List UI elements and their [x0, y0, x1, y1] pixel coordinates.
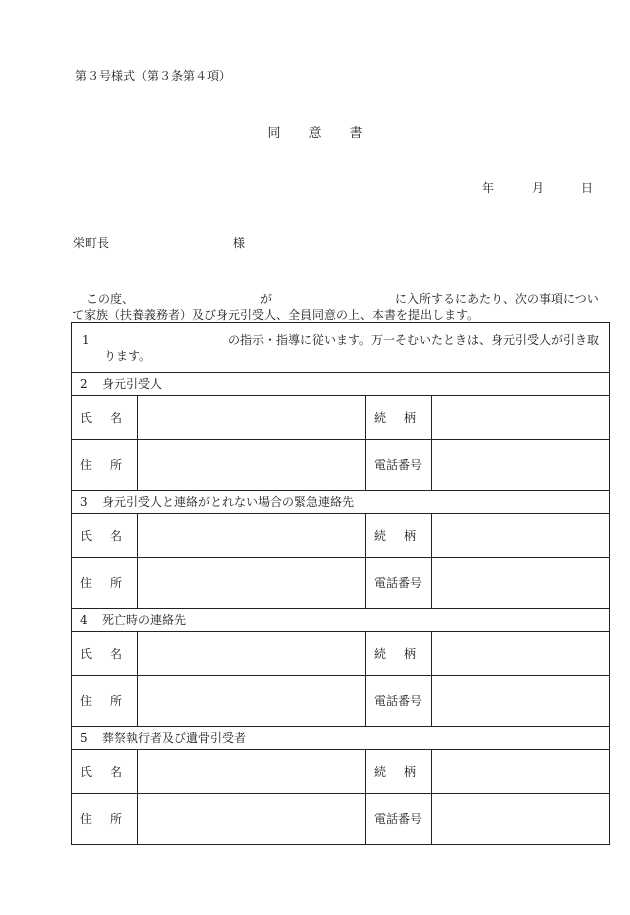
name-label-char-1: 氏: [80, 410, 93, 425]
title-char-1: 同: [267, 126, 281, 141]
name-label: [72, 396, 138, 440]
address-label-char-1: 住: [80, 458, 93, 472]
address-label-char-1: 住: [80, 576, 93, 590]
relation-field[interactable]: [432, 750, 610, 794]
name-label: [72, 514, 138, 558]
address-row: [72, 440, 610, 491]
address-label-char-2: 所: [109, 458, 122, 472]
address-field[interactable]: [138, 440, 366, 491]
relation-label-char-1: 続: [374, 646, 387, 661]
address-label: [72, 440, 138, 491]
section-header: [72, 609, 610, 632]
item1-cell: [72, 323, 610, 373]
phone-label: 電話番号: [366, 440, 432, 491]
address-label: [72, 558, 138, 609]
date-day: 日: [581, 181, 594, 195]
relation-label-char-1: 続: [374, 410, 387, 425]
relation-field[interactable]: [432, 396, 610, 440]
intro-line2: て家族（扶養義務者）及び身元引受人、全員同意の上、本書を提出します。: [72, 308, 480, 322]
section-number: 5: [80, 731, 88, 745]
item1-text-line1: の指示・指導に従います。万一そむいたときは、身元引受人が引き取: [228, 332, 600, 347]
name-label-char-2: 名: [109, 410, 122, 425]
name-label: [72, 750, 138, 794]
name-label-char-2: 名: [109, 528, 122, 543]
item1-row: [72, 323, 610, 373]
date-month: 月: [532, 181, 545, 195]
phone-field[interactable]: [432, 558, 610, 609]
relation-label-char-1: 続: [374, 764, 387, 779]
name-row: [72, 514, 610, 558]
section-header: [72, 373, 610, 396]
section-title: 身元引受人と連絡がとれない場合の緊急連絡先: [102, 495, 355, 509]
relation-field[interactable]: [432, 632, 610, 676]
section-header: [72, 727, 610, 750]
section-header-row: [72, 727, 610, 750]
title-char-3: 書: [349, 126, 363, 141]
address-row: [72, 676, 610, 727]
intro-part1: この度、: [86, 292, 135, 306]
phone-field[interactable]: [432, 440, 610, 491]
intro-part3: に入所するにあたり、次の事項につい: [395, 292, 599, 306]
section-title: 身元引受人: [102, 377, 163, 391]
phone-field[interactable]: [432, 676, 610, 727]
relation-label-char-2: 柄: [403, 646, 416, 661]
form-number: 第３号様式（第３条第４項）: [75, 69, 232, 83]
section-number: 3: [80, 495, 88, 509]
address-field[interactable]: [138, 794, 366, 845]
phone-label: 電話番号: [366, 676, 432, 727]
item1-number: 1: [82, 332, 90, 347]
address-label-char-2: 所: [109, 812, 122, 826]
name-row: [72, 750, 610, 794]
relation-label-char-2: 柄: [403, 410, 416, 425]
title-char-2: 意: [308, 126, 322, 141]
address-row: [72, 794, 610, 845]
section-header: [72, 491, 610, 514]
name-field[interactable]: [138, 514, 366, 558]
phone-field[interactable]: [432, 794, 610, 845]
addressee-org: 栄町長: [73, 236, 110, 250]
section-header-row: [72, 373, 610, 396]
section-title: 死亡時の連絡先: [102, 613, 187, 627]
relation-label: [366, 396, 432, 440]
address-label-char-1: 住: [80, 694, 93, 708]
addressee-honorific: 様: [233, 236, 246, 250]
name-label-char-1: 氏: [80, 764, 93, 779]
address-field[interactable]: [138, 676, 366, 727]
section-header-row: [72, 491, 610, 514]
section-number: 4: [80, 613, 88, 627]
name-label-char-2: 名: [109, 646, 122, 661]
name-label-char-1: 氏: [80, 528, 93, 543]
name-label-char-1: 氏: [80, 646, 93, 661]
relation-field[interactable]: [432, 514, 610, 558]
address-label: [72, 794, 138, 845]
date-year: 年: [482, 181, 495, 195]
phone-label: 電話番号: [366, 558, 432, 609]
address-label-char-2: 所: [109, 694, 122, 708]
name-row: [72, 396, 610, 440]
address-label: [72, 676, 138, 727]
relation-label-char-2: 柄: [403, 528, 416, 543]
phone-label: 電話番号: [366, 794, 432, 845]
address-row: [72, 558, 610, 609]
relation-label: [366, 632, 432, 676]
address-label-char-2: 所: [109, 576, 122, 590]
item1-text-line2: ります。: [104, 348, 152, 363]
name-field[interactable]: [138, 396, 366, 440]
relation-label-char-2: 柄: [403, 764, 416, 779]
name-field[interactable]: [138, 750, 366, 794]
name-field[interactable]: [138, 632, 366, 676]
section-title: 葬祭執行者及び遺骨引受者: [102, 731, 247, 745]
name-label-char-2: 名: [109, 764, 122, 779]
relation-label: [366, 514, 432, 558]
document-title: [0, 122, 630, 141]
name-label: [72, 632, 138, 676]
address-label-char-1: 住: [80, 812, 93, 826]
address-field[interactable]: [138, 558, 366, 609]
relation-label: [366, 750, 432, 794]
relation-label-char-1: 続: [374, 528, 387, 543]
consent-table: [71, 322, 610, 845]
intro-part2: が: [260, 292, 273, 306]
section-number: 2: [80, 377, 88, 391]
section-header-row: [72, 609, 610, 632]
name-row: [72, 632, 610, 676]
